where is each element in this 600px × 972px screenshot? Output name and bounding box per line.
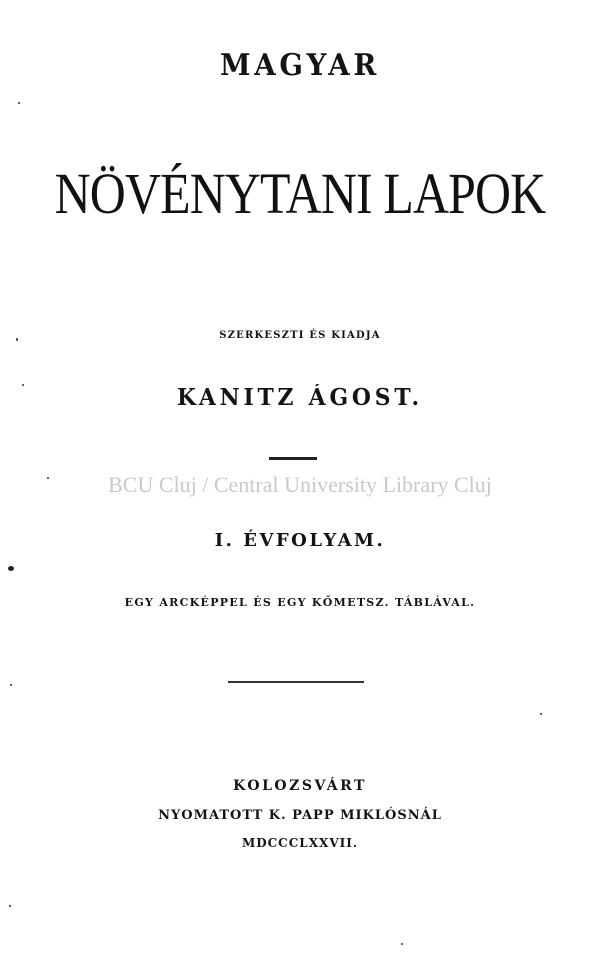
paper-speck <box>16 338 18 341</box>
paper-speck <box>401 943 403 945</box>
volume-label: I. ÉVFOLYAM. <box>214 530 386 551</box>
imprint-year: MDCCCLXXVII. <box>241 836 359 850</box>
imprint-printer: NYOMATOTT K. PAPP MIKLÓSNÁL <box>158 808 442 823</box>
imprint-city: KOLOZSVÁRT <box>233 778 367 794</box>
paper-speck <box>10 684 12 686</box>
library-watermark: BCU Cluj / Central University Library Cluj <box>108 472 492 497</box>
paper-speck <box>9 905 11 907</box>
paper-speck <box>18 102 20 104</box>
paper-speck <box>22 384 24 386</box>
page-title: NÖVÉNYTANI LAPOK <box>54 161 546 226</box>
editor-note: SZERKESZTI ÉS KIADJA <box>219 330 381 341</box>
kicker-text: MAGYAR <box>220 48 380 83</box>
short-divider <box>269 457 317 460</box>
long-divider <box>228 681 364 683</box>
paper-speck <box>8 566 14 571</box>
paper-speck <box>540 713 542 715</box>
paper-speck <box>47 477 49 479</box>
subtitle-text: EGY ARCKÉPPEL ÉS EGY KŐMETSZ. TÁBLÁVAL. <box>124 596 476 609</box>
editor-name: KANITZ ÁGOST. <box>177 384 423 411</box>
